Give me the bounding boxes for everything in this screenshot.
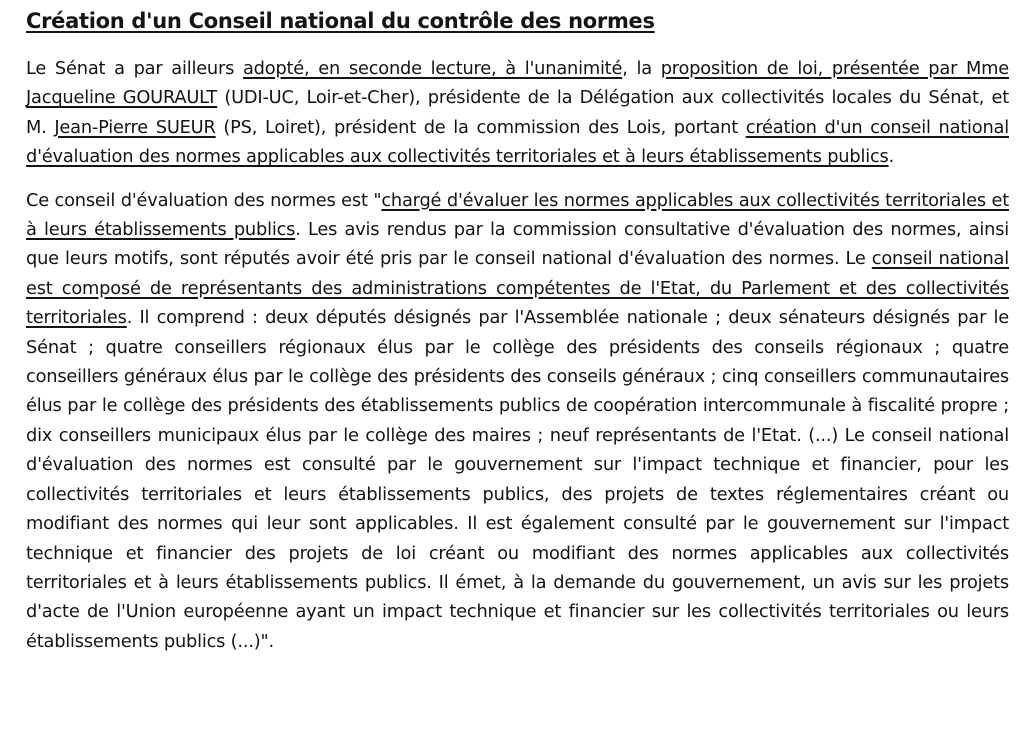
underlined-segment: conseil national est composé de représentants des administrations compétentes de l'Etat, du Parlement et des collectivités territoriales	[26, 248, 1009, 329]
underlined-segment: chargé d'évaluer les normes applicables aux collectivités territoriales et à leurs établissements publics	[26, 189, 1009, 241]
paragraph-adoption	[26, 54, 1009, 172]
underlined-segment: adopté, en seconde lecture, à l'unanimité	[242, 58, 623, 79]
paragraph-segment: . Les avis rendus par la commission consultative d'évaluation des normes, ainsi que leurs motifs, sont réputés avoir été pris par le conseil national d'évaluation des normes. Le	[26, 219, 1009, 270]
underlined-segment: proposition de loi, présentée par Mme Jacqueline GOURAULT	[26, 58, 1009, 109]
paragraph-segment: Le Sénat a par ailleurs	[26, 58, 243, 79]
paragraph-segment: .	[888, 146, 895, 168]
paragraph-segment: (PS, Loiret), président de la commission des Lois, portant	[215, 116, 746, 138]
paragraph-segment: . Il comprend : deux députés désignés par l'Assemblée nationale ; deux sénateurs désignés par le Sénat ; quatre conseillers régionaux élus par le collège des présidents des conseils régionaux ; quatre conseillers généraux élus par le collège des présidents des conseils généraux ; cinq conseillers communautaires élus par le collège des présidents des établissements publics de coopération intercommunale à fiscalité propre ; dix conseillers municipaux élus par le collège des maires ; neuf représentants de l'Etat. (...) Le conseil national d'évaluation des normes est consulté par le gouvernement sur l'impact technique et financier, pour les collectivités territoriales et leurs établissements publics, des projets de textes réglementaires créant ou modifiant des normes qui leur sont applicables. Il est également consulté par le gouvernement sur l'impact technique et financier des projets de loi créant ou modifiant des normes applicables aux collectivités territoriales et à leurs établissements publics. Il émet, à la demande du gouvernement, un avis sur les projets d'acte de l'Union européenne ayant un impact technique et financier sur les collectivités territoriales ou leurs établissements publics (...)".	[26, 307, 1009, 652]
underlined-segment: Jean-Pierre SUEUR	[54, 116, 216, 138]
paragraph-segment: Ce conseil d'évaluation des normes est "	[26, 189, 382, 211]
document-title: Création d'un Conseil national du contrôle des normes	[26, 9, 655, 33]
paragraph-council-description	[26, 186, 1009, 657]
paragraph-segment: , la	[622, 58, 661, 79]
underlined-segment: création d'un conseil national d'évaluation des normes applicables aux collectivités territoriales et à leurs établissements publics	[26, 116, 1009, 168]
paragraph-segment: (UDI-UC, Loir-et-Cher), présidente de la Délégation aux collectivités locales du Sénat, et M.	[26, 87, 1009, 138]
